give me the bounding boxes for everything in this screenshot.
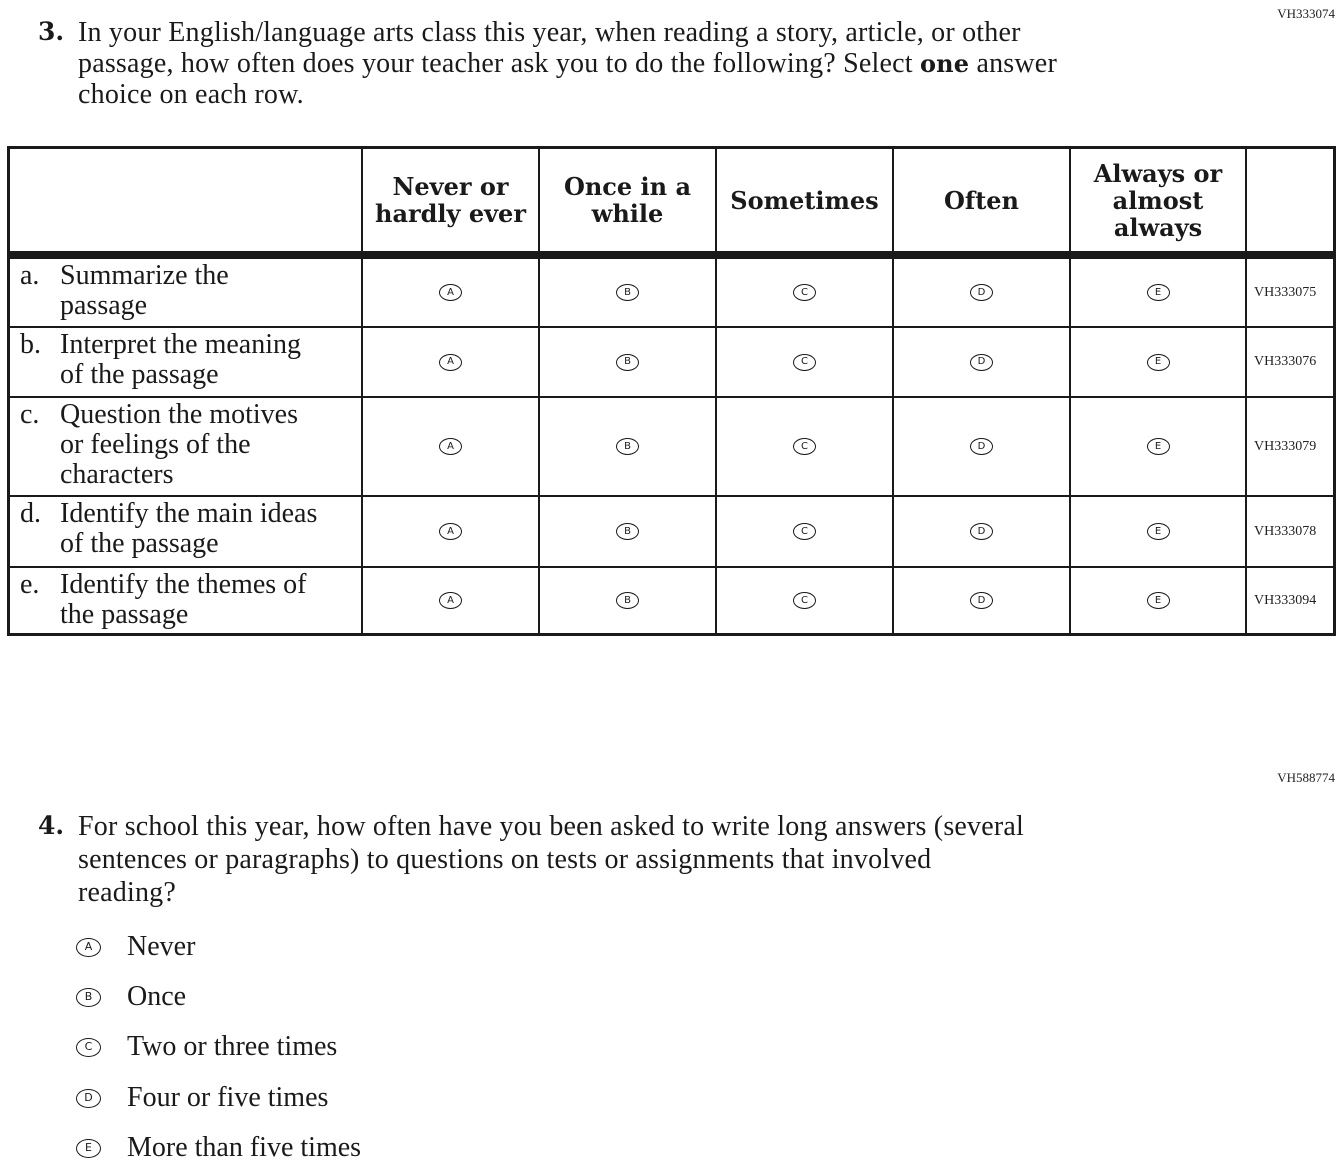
answer-cell (540, 398, 715, 495)
question-4-code: VH588774 (1277, 770, 1335, 785)
answer-cell (717, 497, 892, 566)
question-4-line-2: sentences or paragraphs) to questions on tests or assignments that involved (78, 844, 932, 875)
option-label: Four or five times (127, 1082, 329, 1113)
row-statement: Identify the main ideas of the passage (60, 498, 318, 559)
answer-cell (540, 259, 715, 326)
question-3-code: VH333074 (1277, 6, 1335, 21)
option-bubble-c[interactable]: C (76, 1038, 101, 1057)
answer-option[interactable] (76, 1131, 361, 1165)
row-statement: Question the motives or feelings of the characters (60, 399, 298, 490)
question-3-line-3: choice on each row. (78, 79, 304, 110)
answer-bubble-c[interactable]: C (793, 523, 816, 540)
row-letter: b. (20, 329, 41, 360)
answer-bubble-d[interactable]: D (970, 523, 993, 540)
row-code: VH333076 (1247, 328, 1333, 396)
row-label (10, 259, 361, 326)
answer-option[interactable] (76, 1081, 328, 1115)
row-letter: d. (20, 498, 41, 529)
column-header: Often (894, 149, 1069, 251)
column-header: Never or hardly ever (363, 149, 538, 251)
question-4-line-1: For school this year, how often have you been asked to write long answers (several (78, 811, 1025, 842)
answer-cell (1071, 259, 1245, 326)
answer-bubble-e[interactable]: E (1147, 523, 1170, 540)
answer-cell (717, 328, 892, 396)
answer-bubble-a[interactable]: A (439, 438, 462, 455)
answer-bubble-d[interactable]: D (970, 438, 993, 455)
row-statement: Interpret the meaning of the passage (60, 329, 302, 390)
option-bubble-d[interactable]: D (76, 1089, 101, 1108)
column-header: Once in a while (540, 149, 715, 251)
answer-bubble-b[interactable]: B (616, 438, 639, 455)
row-letter: e. (20, 569, 40, 600)
frequency-grid (7, 146, 1336, 636)
option-label: More than five times (127, 1132, 362, 1163)
answer-cell (540, 497, 715, 566)
row-label (10, 568, 361, 633)
answer-cell (363, 568, 538, 633)
answer-cell (894, 259, 1069, 326)
header-code-cell (1247, 149, 1333, 251)
answer-cell (894, 398, 1069, 495)
row-code: VH333075 (1247, 259, 1333, 326)
answer-cell (363, 328, 538, 396)
question-3-text (78, 17, 1057, 110)
answer-cell (1071, 497, 1245, 566)
row-label (10, 398, 361, 495)
answer-bubble-a[interactable]: A (439, 284, 462, 301)
row-letter: c. (20, 399, 40, 430)
row-code: VH333094 (1247, 568, 1333, 633)
option-label: Once (127, 981, 187, 1012)
answer-bubble-b[interactable]: B (616, 354, 639, 371)
answer-cell (1071, 568, 1245, 633)
header-empty-cell (10, 149, 361, 251)
option-label: Never (127, 931, 196, 962)
answer-bubble-b[interactable]: B (616, 592, 639, 609)
answer-bubble-b[interactable]: B (616, 523, 639, 540)
answer-bubble-a[interactable]: A (439, 354, 462, 371)
row-label (10, 497, 361, 566)
question-3-line-2: passage, how often does your teacher ask you to do the following? Select one answer (78, 48, 1057, 79)
question-4-number: 4. (38, 811, 65, 840)
answer-cell (540, 568, 715, 633)
answer-bubble-c[interactable]: C (793, 592, 816, 609)
answer-bubble-c[interactable]: C (793, 438, 816, 455)
answer-bubble-e[interactable]: E (1147, 284, 1170, 301)
row-letter: a. (20, 260, 40, 291)
answer-bubble-b[interactable]: B (616, 284, 639, 301)
emphasis-one: one (919, 49, 970, 78)
answer-bubble-a[interactable]: A (439, 592, 462, 609)
answer-cell (1071, 398, 1245, 495)
answer-bubble-e[interactable]: E (1147, 438, 1170, 455)
row-statement: Identify the themes of the passage (60, 569, 307, 630)
question-4-text (78, 810, 1024, 909)
question-3-line-1: In your English/language arts class this year, when reading a story, article, or other (78, 17, 1021, 48)
row-statement: Summarize the passage (60, 260, 229, 321)
answer-cell (363, 497, 538, 566)
answer-option[interactable] (76, 980, 186, 1014)
answer-bubble-e[interactable]: E (1147, 592, 1170, 609)
answer-cell (894, 497, 1069, 566)
answer-cell (1071, 328, 1245, 396)
question-4-line-3: reading? (78, 877, 176, 908)
answer-cell (363, 259, 538, 326)
option-bubble-b[interactable]: B (76, 988, 101, 1007)
answer-bubble-a[interactable]: A (439, 523, 462, 540)
answer-option[interactable] (76, 1030, 337, 1064)
answer-bubble-d[interactable]: D (970, 354, 993, 371)
answer-bubble-e[interactable]: E (1147, 354, 1170, 371)
answer-cell (717, 259, 892, 326)
column-header: Sometimes (717, 149, 892, 251)
row-code: VH333079 (1247, 398, 1333, 495)
answer-cell (717, 398, 892, 495)
column-header: Always or almost always (1071, 149, 1245, 251)
answer-cell (894, 328, 1069, 396)
option-label: Two or three times (127, 1031, 338, 1062)
answer-bubble-d[interactable]: D (970, 284, 993, 301)
answer-cell (540, 328, 715, 396)
answer-bubble-c[interactable]: C (793, 354, 816, 371)
answer-cell (717, 568, 892, 633)
question-3-number: 3. (38, 17, 65, 46)
option-bubble-e[interactable]: E (76, 1139, 101, 1158)
answer-bubble-d[interactable]: D (970, 592, 993, 609)
answer-cell (894, 568, 1069, 633)
option-bubble-a[interactable]: A (76, 938, 101, 957)
answer-bubble-c[interactable]: C (793, 284, 816, 301)
row-code: VH333078 (1247, 497, 1333, 566)
answer-cell (363, 398, 538, 495)
row-label (10, 328, 361, 396)
answer-option[interactable] (76, 930, 195, 964)
